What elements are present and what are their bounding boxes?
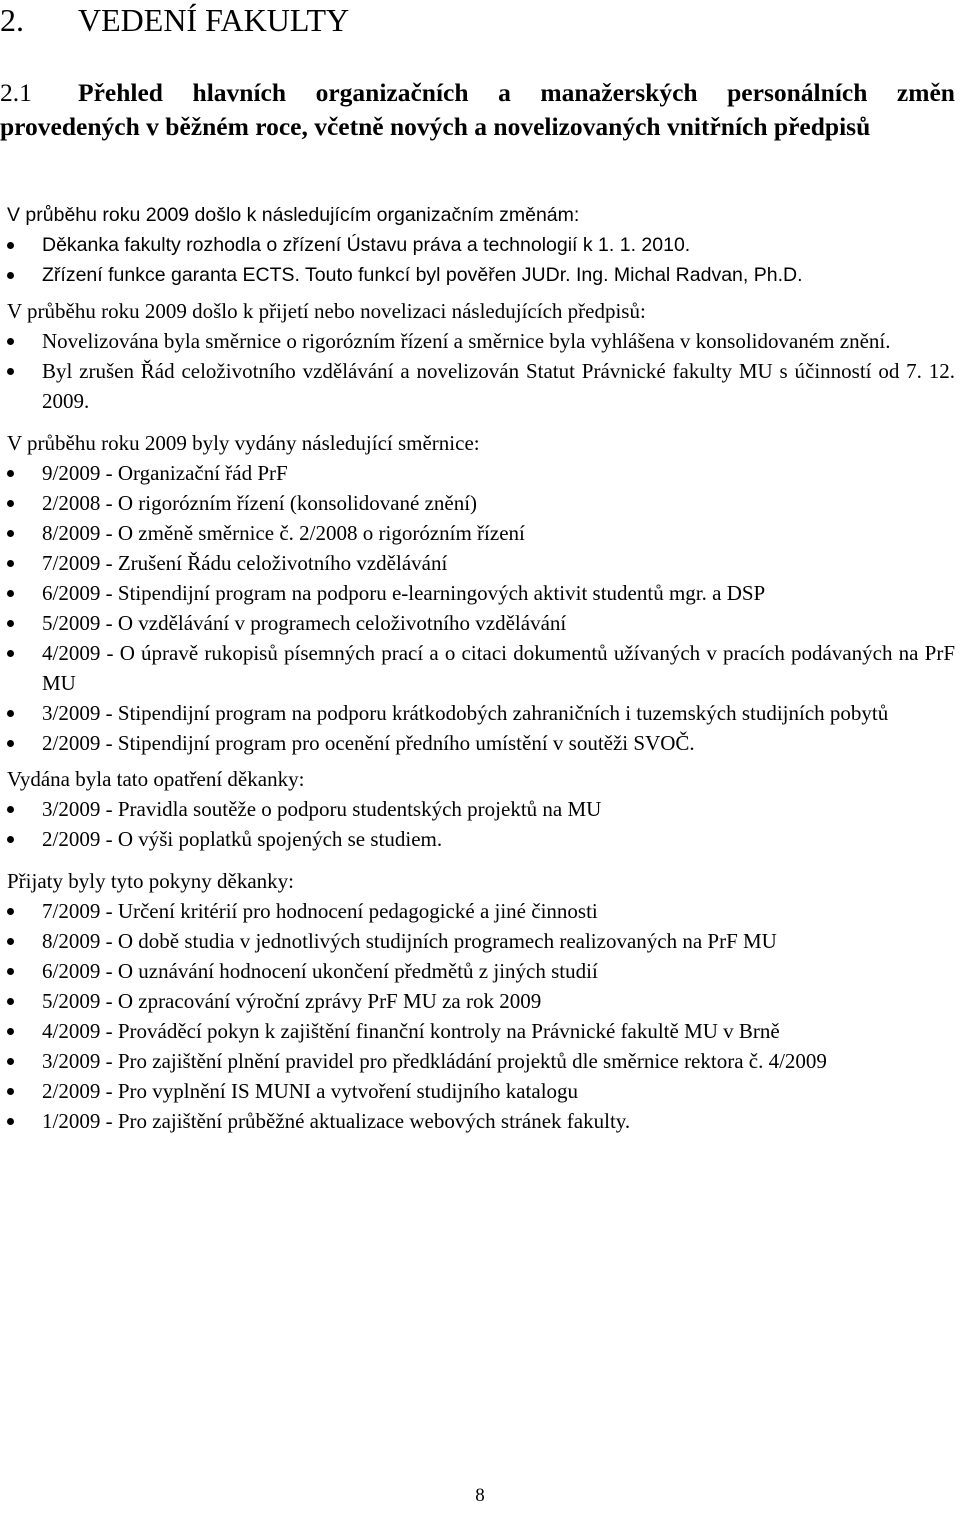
list-item-text: 3/2009 - Pro zajištění plnění pravidel pro předkládání projektů dle směrnice rektora č. 4/2009 (42, 1049, 827, 1073)
dean-measures-intro: Vydána byla tato opatření děkanky: (7, 767, 305, 791)
bullet-icon (7, 740, 14, 747)
list-item (7, 356, 955, 416)
list-item-text: 7/2009 - Určení kritérií pro hodnocení pedagogické a jiné činnosti (42, 899, 598, 923)
bullet-icon (7, 1028, 14, 1035)
list-item-text: 2/2009 - O výši poplatků spojených se studiem. (42, 827, 443, 851)
list-item (7, 1106, 955, 1136)
bullet-icon (7, 938, 14, 945)
list-item-text: 5/2009 - O zpracování výroční zprávy PrF MU za rok 2009 (42, 989, 542, 1013)
org-changes-intro: V průběhu roku 2009 došlo k následujícím organizačním změnám: (7, 204, 580, 226)
list-item (7, 986, 955, 1016)
list-item-text: 8/2009 - O době studia v jednotlivých studijních programech realizovaných na PrF MU (42, 929, 777, 953)
list-item (7, 1016, 955, 1046)
list-item-text: 5/2009 - O vzdělávání v programech celoživotního vzdělávání (42, 611, 567, 635)
directives-intro: V průběhu roku 2009 byly vydány následující směrnice: (7, 431, 480, 455)
list-item (7, 326, 955, 356)
list-item-text: 1/2009 - Pro zajištění průběžné aktualizace webových stránek fakulty. (42, 1109, 631, 1133)
dean-instructions-intro: Přijaty byly tyto pokyny děkanky: (7, 869, 294, 893)
bullet-icon (7, 272, 14, 279)
bullet-icon (7, 242, 14, 249)
bullet-icon (7, 998, 14, 1005)
list-item-text: 2/2008 - O rigorózním řízení (konsolidované znění) (42, 491, 478, 515)
regulations-list (7, 326, 955, 416)
bullet-icon (7, 530, 14, 537)
dean-measures-list (7, 794, 955, 854)
list-item-text: 2/2009 - Stipendijní program pro ocenění předního umístění v soutěži SVOČ. (42, 731, 695, 755)
org-changes-list (7, 230, 955, 290)
list-item (7, 926, 955, 956)
list-item (7, 230, 955, 260)
bullet-icon (7, 470, 14, 477)
regulations-intro: V průběhu roku 2009 došlo k přijetí nebo novelizaci následujících předpisů: (7, 299, 646, 323)
section-heading (0, 76, 955, 144)
list-item-text: 3/2009 - Stipendijní program na podporu krátkodobých zahraničních i tuzemských studijních pobytů (42, 701, 889, 725)
list-item (7, 578, 955, 608)
bullet-icon (7, 560, 14, 567)
chapter-title: VEDENÍ FAKULTY (78, 2, 350, 38)
list-item-text: Novelizována byla směrnice o rigorózním řízení a směrnice byla vyhlášena v konsolidovaném znění. (42, 329, 891, 353)
dean-instructions-list (7, 896, 955, 1136)
chapter-heading (0, 0, 349, 40)
bullet-icon (7, 368, 14, 375)
section-title: Přehled hlavních organizačních a manažerských personálních změn provedených v běžném roce, včetně nových a novelizovaných vnitřních předpisů (0, 78, 955, 141)
list-item (7, 794, 955, 824)
list-item (7, 458, 955, 488)
list-item (7, 956, 955, 986)
list-item (7, 728, 955, 758)
list-item (7, 1076, 955, 1106)
list-item-text: Děkanka fakulty rozhodla o zřízení Ústavu práva a technologií k 1. 1. 2010. (42, 234, 691, 256)
bullet-icon (7, 590, 14, 597)
chapter-number: 2. (0, 2, 24, 38)
list-item-text: 3/2009 - Pravidla soutěže o podporu studentských projektů na MU (42, 797, 602, 821)
bullet-icon (7, 1118, 14, 1125)
bullet-icon (7, 650, 14, 657)
list-item (7, 488, 955, 518)
list-item-text: 9/2009 - Organizační řád PrF (42, 461, 288, 485)
bullet-icon (7, 338, 14, 345)
bullet-icon (7, 968, 14, 975)
bullet-icon (7, 908, 14, 915)
bullet-icon (7, 620, 14, 627)
list-item-text: 4/2009 - Prováděcí pokyn k zajištění finanční kontroly na Právnické fakultě MU v Brně (42, 1019, 780, 1043)
bullet-icon (7, 836, 14, 843)
list-item (7, 518, 955, 548)
bullet-icon (7, 1088, 14, 1095)
list-item-text: 6/2009 - O uznávání hodnocení ukončení předmětů z jiných studií (42, 959, 598, 983)
list-item-text: Byl zrušen Řád celoživotního vzdělávání a novelizován Statut Právnické fakulty MU s účinností od 7. 12. 2009. (42, 359, 955, 413)
list-item (7, 896, 955, 926)
bullet-icon (7, 1058, 14, 1065)
list-item-text: 7/2009 - Zrušení Řádu celoživotního vzdělávání (42, 551, 448, 575)
document-body (7, 200, 955, 1136)
list-item-text: Zřízení funkce garanta ECTS. Touto funkcí byl pověřen JUDr. Ing. Michal Radvan, Ph.D. (42, 264, 803, 286)
list-item-text: 6/2009 - Stipendijní program na podporu e-learningových aktivit studentů mgr. a DSP (42, 581, 766, 605)
list-item (7, 608, 955, 638)
list-item (7, 1046, 955, 1076)
list-item (7, 548, 955, 578)
list-item (7, 638, 955, 698)
bullet-icon (7, 710, 14, 717)
directives-list (7, 458, 955, 758)
page-number: 8 (475, 1485, 485, 1506)
bullet-icon (7, 806, 14, 813)
list-item (7, 824, 955, 854)
list-item-text: 2/2009 - Pro vyplnění IS MUNI a vytvoření studijního katalogu (42, 1079, 579, 1103)
list-item-text: 4/2009 - O úpravě rukopisů písemných prací a o citaci dokumentů užívaných v pracích podávaných na PrF MU (42, 641, 955, 695)
list-item (7, 698, 955, 728)
list-item (7, 260, 955, 290)
bullet-icon (7, 500, 14, 507)
section-number: 2.1 (0, 78, 32, 107)
list-item-text: 8/2009 - O změně směrnice č. 2/2008 o rigorózním řízení (42, 521, 525, 545)
